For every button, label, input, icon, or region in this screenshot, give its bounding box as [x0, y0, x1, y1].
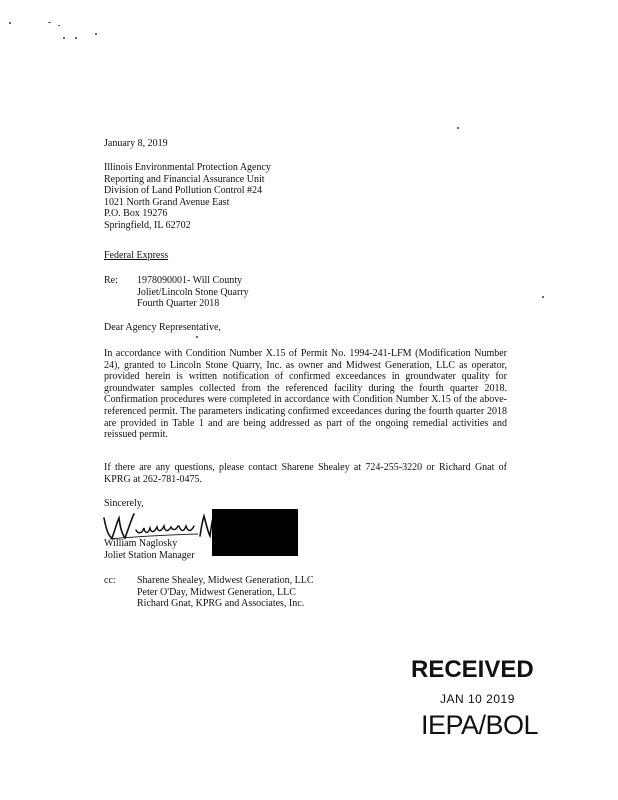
scan-speck	[196, 336, 198, 338]
re-line: Joliet/Lincoln Stone Quarry	[137, 286, 249, 298]
re-subject	[137, 275, 249, 310]
body-paragraph: If there are any questions, please contact Sharene Shealey at 724-255-3220 or Richard Gnat of KPRG at 262-781-0475.	[104, 462, 507, 485]
body-paragraph: In accordance with Condition Number X.15 of Permit No. 1994-241-LFM (Modification Number 24), granted to Lincoln Stone Quarry, Inc. as owner and Midwest Generation, LLC as operator, provided herein is written notification of confirmed exceedances in groundwater quality for groundwater samples collected from the referenced facility during the fourth quarter 2018. Confirmation procedures were completed in accordance with Condition Number X.15 of the above-referenced permit. The parameters indicating confirmed exceedances during the fourth quarter 2018 are provided in Table 1 and are being addressed as part of the ongoing remedial activities and reissued permit.	[104, 348, 507, 441]
recipient-address	[104, 162, 271, 231]
cc-item: Peter O'Day, Midwest Generation, LLC	[137, 586, 296, 598]
redaction-box	[212, 509, 298, 556]
re-line: 1978090001- Will County	[137, 275, 242, 286]
scan-speck	[48, 22, 51, 23]
cc-item: Sharene Shealey, Midwest Generation, LLC	[137, 575, 314, 586]
scan-speck	[457, 127, 459, 129]
cc-item: Richard Gnat, KPRG and Associates, Inc.	[137, 598, 305, 609]
letter-date: January 8, 2019	[104, 138, 168, 149]
address-line: 1021 North Grand Avenue East	[104, 196, 230, 208]
cc-label: cc:	[104, 575, 116, 586]
address-line: Division of Land Pollution Control #24	[104, 185, 263, 196]
salutation: Dear Agency Representative,	[104, 322, 221, 333]
re-label: Re:	[104, 275, 118, 286]
re-line: Fourth Quarter 2018	[137, 298, 220, 309]
received-stamp-office: IEPA/BOL	[421, 710, 539, 740]
signer-name: William Naglosky	[104, 538, 178, 549]
address-line: Reporting and Financial Assurance Unit	[104, 173, 265, 185]
closing: Sincerely,	[104, 498, 144, 509]
signer-block	[104, 538, 195, 561]
address-line: Springfield, IL 62702	[104, 219, 191, 231]
signer-title: Joliet Station Manager	[104, 549, 195, 561]
scan-speck	[75, 37, 77, 39]
scan-speck	[9, 22, 11, 24]
delivery-method: Federal Express	[104, 250, 169, 261]
scan-speck	[95, 33, 97, 35]
scan-speck	[58, 25, 60, 26]
address-line: Illinois Environmental Protection Agency	[104, 162, 271, 173]
address-line: P.O. Box 19276	[104, 208, 168, 219]
received-stamp-title: RECEIVED	[411, 656, 534, 683]
scan-speck	[542, 296, 544, 298]
cc-list	[137, 575, 314, 610]
scan-speck	[63, 37, 65, 39]
received-stamp-date: JAN 10 2019	[440, 692, 515, 706]
